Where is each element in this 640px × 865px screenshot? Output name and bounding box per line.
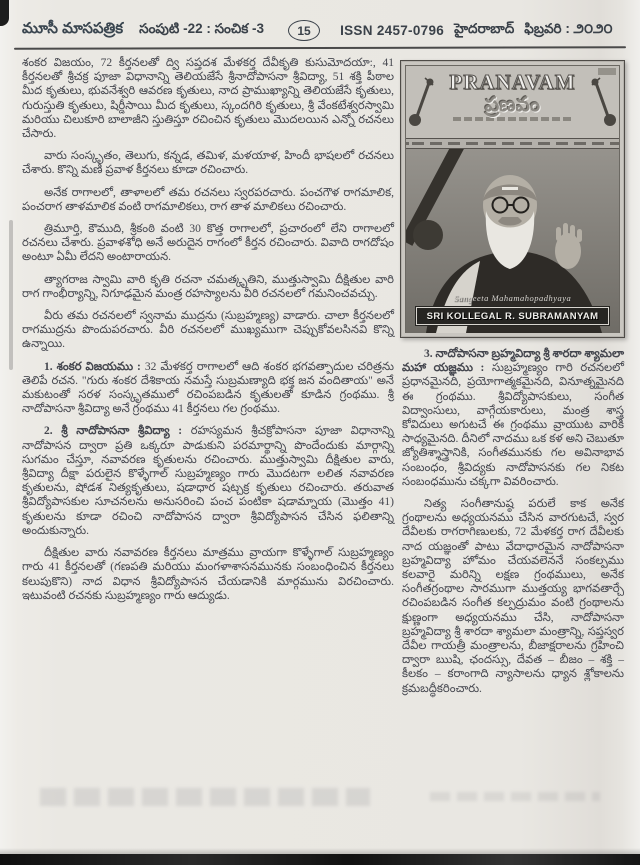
cover-masthead	[406, 66, 619, 139]
right-text-column	[402, 347, 624, 704]
paragraph-text: 32 మేళకర్త రాగాలలో ఆది శంకర భగవత్పాదుల చరిత్రను తెలిపే రచన. "గురు శంకర దేశికాయ నమస్తే సుబ్రమణ్యాది భక్త జన వందితాయ" అనే మకుటంతో సరళ సంస్కృతములో రచింపబడిన కృతులతో కూడిన గ్రంథము. శ్రీ నాదోపాసనా శ్రీవిద్యా అనే గ్రంథము 41 కీర్తనలు గల గ్రంథము.	[22, 360, 394, 416]
price-tag	[598, 68, 616, 75]
paragraph	[402, 497, 624, 696]
paragraph-text: త్రిమూర్తి, కౌముది, శ్రీకంఠి వంటి 30 కొత్త రాగాలలో, ప్రచారంలో లేని రాగాలలో రచనలు చేశారు. ప్రవాళశోధి అనే అరుదైన రాగంలో కీర్తన రచించారు. వివాది రాగదోషం అంటూ ఏమీ లేదని అంటారాయన.	[22, 223, 394, 264]
page-number-badge: 15	[288, 20, 320, 41]
paragraph	[22, 273, 394, 301]
veena-icon	[590, 76, 616, 128]
issue-date: ఫిబ్రవరి : ౨౦౨౦	[524, 21, 613, 36]
paragraph-text: శంకర విజయం, 72 కీర్తనలతో ద్వి సప్తదశ మేళకర్త దేవీకృతి కుసుమోదయా:, 41 కీర్తనలతో శ్రీచక్ర పూజా విధానాన్ని తెలియజేసే శ్రీనాదోపాసనా శ్రీవిద్యా, 51 శక్తి పీఠాల మీద కృతులు, భువనేశ్వరి ఆవరణ కృతులు, నాద ప్రాముఖ్యాన్ని తెలియజేసే కృతులు, గురుస్తుతి కృతులు, షిర్డీసాయి మీద కృతులు, స్కందగిరి కృతులు, శ్రీ వేంకటేశ్వరస్వామి మరియు చిలుకూరి బాలాజీని స్తుతిస్తూ రచించిన కృతులు మొదలయిన ఎన్నో రచనలు చేసారు.	[22, 57, 394, 141]
cover-person-name: SRI KOLLEGAL R. SUBRAMANYAM	[416, 307, 609, 325]
paragraph-text: దీక్షితుల వారు నవావరణ కీర్తనలు మాత్రము వ్రాయగా కొళ్ళేగాల్ సుబ్రహ్మణ్యం గారు 41 కీర్తనలతో (గణపతి మరియు మంగళాశాసనమునకు సంబంధించిన కీర్తనలు కలుపుకొని) నాద విధాన శ్రీవిద్యోపాసన చేయడానికి మార్గమును విరచించారు. ఇటువంటి రచనకు సుబ్రహ్మణ్యం గారు ఆద్యుడు.	[22, 547, 394, 602]
paragraph-heading: 3. నాదోపాసనా బ్రహ్మవిద్యా శ్రీ శారదా శ్యామలా మహా యజ్ఞము :	[402, 348, 624, 375]
paragraph-text: సుబ్రహ్మణ్యం గారి రచనలలో ప్రధానమైనది, ప్రయోగాత్మకమైనది, వినూత్నమైనది ఈ గ్రంథము. శ్రీవిద్యోపాసకులు, సంగీత విద్వాంసులు, వాగ్గేయకారులు, మంత్ర శాస్త్ర కోవిదులు అగుటచే ఈ గ్రంథము వ్రాయుట వారికి సాధ్యమైనది. దీనిలో నాదము ఒక కళ అని చెబుతూ జ్యోతిశ్శాస్త్రానికి, సంగీతమునకు గల అవినాభావ సంబంధం, శ్రీవిద్యకు నాదోపాసనకు గల నికట సంబంధమును చక్కగా వివరించారు.	[402, 362, 625, 488]
cover-tagline	[453, 117, 573, 121]
cover-title-english: PRANAVAM	[449, 70, 576, 94]
page-edge-shadow	[9, 220, 13, 370]
header-divider	[14, 46, 626, 50]
scanner-edge-strip	[0, 854, 640, 865]
cover-volume-strip	[406, 139, 619, 149]
bleed-through-text	[430, 792, 600, 801]
paragraph-heading: 2. శ్రీ నాదోపాసనా శ్రీవిద్యా :	[44, 425, 191, 438]
paragraph-numbered-1	[22, 360, 394, 417]
paragraph	[22, 56, 394, 141]
paragraph	[22, 186, 394, 214]
paragraph-text: వీరు తమ రచనలలో స్వనామ ముద్రను (సుబ్రహ్మణ్య) వాడారు. చాలా కీర్తనలలో రాగముద్రను పొందుపరచారు. వీరి రచనలలో ముఖ్యముగా చెప్పుకోవలసినవి కొన్ని ఉన్నాయి.	[22, 310, 394, 351]
cover-honorific: Sangeeta Mahamahopadhyaya	[453, 293, 572, 303]
bleed-through-text	[40, 788, 370, 806]
paragraph-heading: 1. శంకర విజయము :	[44, 360, 145, 373]
paragraph	[22, 149, 394, 177]
paragraph	[22, 546, 394, 603]
magazine-cover-image	[400, 60, 625, 338]
portrait-illustration	[406, 149, 619, 333]
city-label: హైదరాబాద్	[454, 21, 515, 36]
portrait-photo	[406, 149, 619, 333]
cover-frame	[405, 65, 620, 333]
paragraph-text: నిత్య సంగీతానుష్ఠ పరులే కాక అనేక గ్రంథాలను అధ్యయనము చేసిన వారగుటచే, స్వర దేవీలకు రాగరాగిణులకు, 72 మేళకర్త రాగ దేవీలకు నాద యజ్ఞంతో పాటు వేదాధారమైన నాదోపాసనా బ్రహ్మవిద్యా హోమం చేయవలెననే సంకల్పము కలవారై మరిన్ని లక్షణ గ్రంథములు, అనేక సంగీతగ్రంథాల సారముగా ముత్తయ్య భాగవతార్చే రచింపబడిన సంగీత కల్పద్రుమం వంటి గ్రంథాలను క్షుణ్ణంగా అధ్యయనము చేసి, నాదోపాసనా బ్రహ్మవిద్యా శ్రీ శారదా శ్యామలా మంత్రాన్ని, సప్తస్వర దేవీల గాయత్రీ మంత్రాలను, బీజాక్షరాలను గ్రహించి ద్వారా ఋషి, ఛందస్సు, దేవత – బీజం – శక్తి – కీలకం – కరాంగాది న్యాసాలను ధ్యాన శ్లోకాలను క్రమబద్ధీకరించారు.	[402, 498, 624, 695]
veena-icon	[409, 76, 435, 128]
page-header	[22, 20, 618, 41]
magazine-name: మూసీ మాసపత్రిక	[22, 20, 124, 37]
volume-issue: సంపుటి -22 : సంచిక -3	[139, 21, 265, 36]
cover-title-telugu: ప్రణవం	[484, 94, 541, 116]
issn-number: ISSN 2457-0796	[340, 23, 445, 38]
paragraph-text: త్యాగరాజ స్వామి వారి కృతి రచనా చమత్కృతిని, ముత్తుస్వామి దీక్షితుల వారి రాగ గాంభీర్యాన్ని, నిగూఢమైన మంత్ర రహస్యాలను వీరి రచనలలో గమనించవచ్చు.	[22, 273, 394, 300]
left-text-column	[22, 56, 394, 611]
paragraph-numbered-3	[402, 347, 624, 489]
scan-corner-mark	[0, 0, 9, 26]
paragraph-numbered-2	[22, 424, 394, 538]
paragraph-text: రహస్యమన శ్రీచక్రోపాసనా పూజా విధానాన్ని నాదోపాసన ద్వారా ప్రతి ఒక్కరూ పాడుకుని పరమార్థాన్ని పొందేందుకు మార్గాన్ని సుగమం చేస్తూ, నవావరణ కృతులను రచించారు. ముత్తుస్వామి దీక్షితుల వారు, శ్రీవిద్యా దీక్షా పరులైన కొళ్ళేగాల్ సుబ్రహ్మణ్యం గారు మొదటగా లలిత నవావరణ కృతులను, షోడశ నిత్యకృతులు, షడాధార షట్చక్ర కృతులు రచించారు. తరువాత శ్రీవిద్యోపాసకుల సూచనలను అనుసరించి పంచ పంటికా షడామ్నాయ (మొత్తం 41) కృతులను కూడా రచించి నాదోపాసన ద్వారా శ్రీవిద్యోపాసన చేసిన ఫలితాన్ని అందుకున్నారు.	[22, 425, 394, 537]
paragraph	[22, 309, 394, 352]
paragraph-text: అనేక రాగాలలో, తాళాలలో తమ రచనలు స్వరపరచారు. పంచగౌళ రాగమాలిక, పంచరాగ తాళమాలిక వంటి రాగమాలికలు, రాగ తాళ మాలికలు రచించారు.	[22, 186, 394, 213]
paragraph-text: వారు సంస్కృతం, తెలుగు, కన్నడ, తమిళ, మళయాళ, హిందీ భాషలలో రచనలు చేశారు. కొన్ని మణి ప్రవాళ కీర్తనలు కూడా రచించారు.	[22, 150, 394, 177]
paragraph	[22, 222, 394, 265]
